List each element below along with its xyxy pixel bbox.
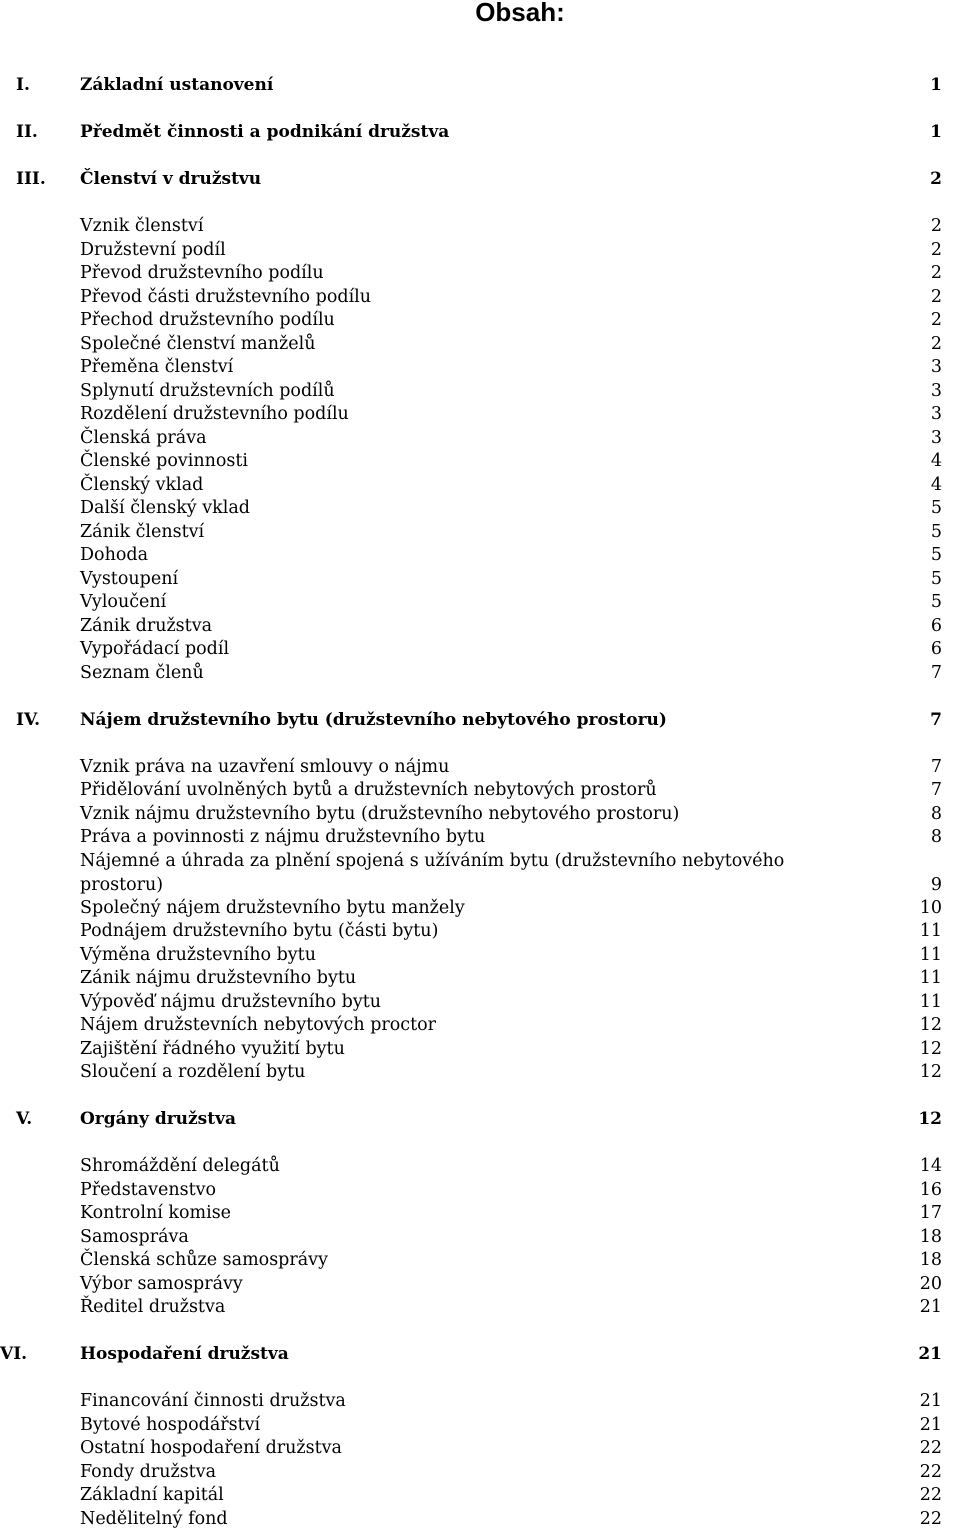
section-page-number: 2 (930, 169, 942, 189)
entry-page-number: 5 (930, 568, 942, 589)
entry-title: Vystoupení (80, 568, 179, 589)
entry-page-number: 22 (919, 1438, 942, 1458)
entry-page-number: 16 (919, 1179, 942, 1200)
entry-page-number: 12 (919, 1015, 942, 1035)
toc-entry-row[interactable] (0, 1037, 960, 1061)
entry-title: Práva a povinnosti z nájmu družstevního bytu (80, 827, 486, 847)
entry-page-number: 2 (930, 333, 942, 354)
toc-entry-row[interactable] (0, 1295, 960, 1319)
entry-page-number: 4 (930, 474, 942, 495)
toc-entry-row[interactable] (0, 896, 960, 920)
entry-title: Samospráva (80, 1226, 189, 1247)
entry-title: Seznam členů (80, 662, 204, 683)
entry-page-number: 22 (919, 1485, 942, 1505)
entry-title: Členský vklad (80, 474, 204, 495)
toc-entry-row[interactable] (0, 285, 960, 309)
entry-page-number: 9 (930, 874, 942, 895)
toc-entry-row[interactable] (0, 825, 960, 849)
entry-page-number: 11 (919, 991, 942, 1012)
entry-title: Převod družstevního podílu (80, 263, 324, 283)
entry-page-number: 12 (919, 1062, 942, 1082)
entry-title: Přeměna členství (80, 357, 234, 377)
entry-title: Bytové hospodářství (80, 1414, 261, 1435)
toc-entry-row[interactable] (0, 778, 960, 802)
entry-page-number: 3 (930, 357, 942, 377)
entry-title: Další členský vklad (80, 498, 250, 518)
entry-title: Nájem družstevních nebytových proctor (80, 1015, 437, 1035)
toc-entry-row[interactable] (0, 567, 960, 591)
entry-page-number: 14 (919, 1156, 942, 1176)
entry-title: Členské povinnosti (80, 451, 249, 471)
toc-entry-row[interactable] (0, 332, 960, 356)
toc-entry-row[interactable] (0, 238, 960, 262)
entry-title: Zánik nájmu družstevního bytu (80, 968, 357, 988)
section-title: Předmět činnosti a podnikání družstva (80, 122, 450, 142)
entry-title: Výbor samosprávy (80, 1273, 243, 1294)
toc-entry-row[interactable] (0, 261, 960, 285)
entry-page-number: 11 (919, 944, 942, 965)
entry-title: Vznik nájmu družstevního bytu (družstevního nebytového prostoru) (80, 803, 680, 824)
entry-title: Vyloučení (80, 592, 167, 612)
toc-entry-row[interactable] (0, 496, 960, 520)
entry-title: Výměna družstevního bytu (80, 944, 316, 965)
toc-entry-row[interactable] (0, 1013, 960, 1037)
entry-title: Představenstvo (80, 1179, 217, 1200)
entry-title: Členská práva (80, 427, 207, 448)
toc-entry-row[interactable] (0, 543, 960, 567)
entry-page-number: 11 (919, 968, 942, 988)
section-title: Základní ustanovení (80, 75, 274, 95)
entry-title: Členská schůze samosprávy (80, 1250, 328, 1270)
toc-entry-row[interactable] (0, 755, 960, 779)
toc-entry-row[interactable] (0, 849, 960, 897)
toc-section-row[interactable] (0, 708, 960, 732)
toc-entry-row[interactable] (0, 1178, 960, 1202)
entry-title: Zánik družstva (80, 615, 213, 636)
toc-entry-row[interactable] (0, 214, 960, 238)
entry-title: Fondy družstva (80, 1461, 217, 1482)
toc-entry-row[interactable] (0, 520, 960, 544)
toc-entry-row[interactable] (0, 449, 960, 473)
toc-entry-row[interactable] (0, 1060, 960, 1084)
section-title: Nájem družstevního bytu (družstevního nebytového prostoru) (80, 709, 667, 730)
entry-title: Podnájem družstevního bytu (části bytu) (80, 921, 439, 941)
toc-entry-row[interactable] (0, 1389, 960, 1413)
entry-page-number: 8 (930, 803, 942, 824)
entry-title: Nedělitelný fond (80, 1508, 228, 1529)
entry-title: Vypořádací podíl (80, 639, 230, 659)
entry-page-number: 17 (919, 1203, 942, 1223)
toc-entry-row[interactable] (0, 473, 960, 497)
entry-title: Rozdělení družstevního podílu (80, 404, 349, 424)
toc-section-row[interactable] (0, 73, 960, 97)
section-number: IV. (16, 709, 41, 730)
entry-title: Vznik práva na uzavření smlouvy o nájmu (80, 756, 450, 777)
toc-entry-row[interactable] (0, 637, 960, 661)
entry-page-number: 3 (930, 404, 942, 424)
toc-section-row[interactable] (0, 1107, 960, 1131)
toc-entry-row[interactable] (0, 1248, 960, 1272)
toc-entry-row[interactable] (0, 355, 960, 379)
entry-title: Nájemné a úhrada za plnění spojená s užíváním bytu (družstevního nebytového prostoru) (80, 850, 785, 895)
entry-title: Přechod družstevního podílu (80, 310, 335, 330)
entry-page-number: 3 (930, 427, 942, 448)
section-title: Orgány družstva (80, 1109, 236, 1129)
entry-title: Kontrolní komise (80, 1203, 232, 1223)
entry-title: Financování činnosti družstva (80, 1391, 346, 1411)
toc-entry-row[interactable] (0, 1483, 960, 1507)
entry-page-number: 8 (930, 827, 942, 847)
entry-page-number: 2 (930, 216, 942, 236)
section-page-number: 21 (918, 1344, 942, 1364)
entry-page-number: 2 (930, 310, 942, 330)
entry-page-number: 18 (919, 1226, 942, 1247)
toc-entry-row[interactable] (0, 919, 960, 943)
section-number: VI. (0, 1344, 28, 1364)
entry-page-number: 21 (919, 1414, 942, 1435)
toc-entry-row[interactable] (0, 1460, 960, 1484)
entry-title: Ostatní hospodaření družstva (80, 1438, 342, 1458)
entry-title: Zánik členství (80, 521, 205, 542)
toc-entry-row[interactable] (0, 379, 960, 403)
entry-page-number: 11 (919, 921, 942, 941)
toc-entry-row[interactable] (0, 1413, 960, 1437)
toc-entry-row[interactable] (0, 661, 960, 685)
section-number: I. (16, 75, 30, 95)
toc-section-row[interactable] (0, 120, 960, 144)
section-page-number: 1 (930, 122, 942, 142)
entry-title: Zajištění řádného využití bytu (80, 1038, 345, 1059)
entry-page-number: 2 (930, 239, 942, 260)
entry-page-number: 5 (930, 498, 942, 518)
toc-entry-row[interactable] (0, 1272, 960, 1296)
entry-title: Dohoda (80, 545, 149, 565)
section-number: II. (16, 122, 38, 142)
entry-page-number: 12 (919, 1038, 942, 1059)
entry-page-number: 7 (930, 756, 942, 777)
entry-title: Vznik členství (80, 216, 204, 236)
entry-title: Výpověď nájmu družstevního bytu (80, 991, 382, 1012)
section-number: V. (16, 1109, 33, 1129)
toc-entry-row[interactable] (0, 402, 960, 426)
entry-title: Družstevní podíl (80, 239, 226, 260)
toc-entry-row[interactable] (0, 1154, 960, 1178)
toc-entry-row[interactable] (0, 966, 960, 990)
toc-entry-row[interactable] (0, 990, 960, 1014)
toc-entry-row[interactable] (0, 1201, 960, 1225)
entry-page-number: 7 (930, 662, 942, 683)
entry-page-number: 18 (919, 1250, 942, 1270)
entry-page-number: 7 (930, 780, 942, 800)
toc-entry-row[interactable] (0, 1436, 960, 1460)
entry-page-number: 21 (919, 1391, 942, 1411)
toc-entry-row[interactable] (0, 1225, 960, 1249)
toc-entry-row[interactable] (0, 308, 960, 332)
toc-title: Obsah: (475, 0, 565, 27)
section-title: Hospodaření družstva (80, 1344, 289, 1364)
entry-page-number: 6 (930, 615, 942, 636)
section-number: III. (16, 169, 46, 189)
entry-page-number: 5 (930, 592, 942, 612)
toc-section-row[interactable] (0, 167, 960, 191)
entry-page-number: 21 (919, 1297, 942, 1317)
toc-entry-row[interactable] (0, 614, 960, 638)
entry-title: Přidělování uvolněných bytů a družstevních nebytových prostorů (80, 780, 657, 800)
entry-page-number: 5 (930, 545, 942, 565)
entry-page-number: 20 (919, 1273, 942, 1294)
entry-page-number: 4 (930, 451, 942, 471)
toc-entry-row[interactable] (0, 1507, 960, 1531)
entry-page-number: 5 (930, 521, 942, 542)
toc-section-row[interactable] (0, 1342, 960, 1366)
section-page-number: 1 (930, 75, 942, 95)
entry-page-number: 6 (930, 639, 942, 659)
entry-title: Převod části družstevního podílu (80, 286, 372, 307)
entry-title: Shromáždění delegátů (80, 1156, 280, 1176)
entry-page-number: 10 (919, 897, 942, 918)
section-page-number: 7 (930, 709, 942, 730)
entry-page-number: 2 (930, 263, 942, 283)
entry-title: Společný nájem družstevního bytu manžely (80, 897, 465, 918)
entry-page-number: 22 (919, 1508, 942, 1529)
entry-title: Ředitel družstva (80, 1297, 226, 1317)
section-page-number: 12 (918, 1109, 942, 1129)
entry-title: Sloučení a rozdělení bytu (80, 1062, 306, 1082)
toc-entry-row[interactable] (0, 802, 960, 826)
toc-entry-row[interactable] (0, 426, 960, 450)
entry-page-number: 2 (930, 286, 942, 307)
entry-page-number: 3 (930, 380, 942, 401)
toc-entry-row[interactable] (0, 590, 960, 614)
entry-title: Splynutí družstevních podílů (80, 380, 335, 401)
entry-title: Společné členství manželů (80, 333, 316, 354)
section-title: Členství v družstvu (80, 169, 262, 189)
entry-title: Základní kapitál (80, 1485, 224, 1505)
entry-page-number: 22 (919, 1461, 942, 1482)
toc-entry-row[interactable] (0, 943, 960, 967)
